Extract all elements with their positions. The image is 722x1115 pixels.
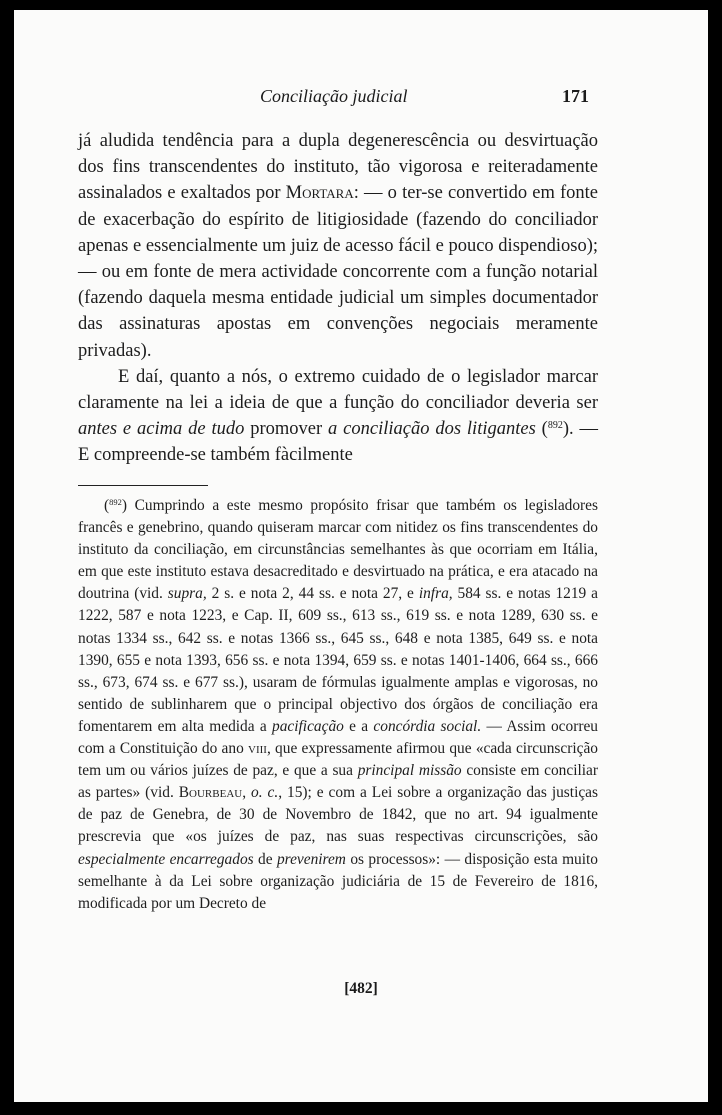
footnote-divider [78, 485, 208, 486]
footnote-892: ($^{892}$) Cumprindo a este mesmo propósito frisar que também os legisladores francês e genebrino, quando quiseram marcar com nitidez os fins transcendentes do instituto da conciliação, em circunstâncias semelhantes às que ocorriam em Itália, em que este instituto estava desacreditado e desvirtuado na prática, e era atacado na doutrina (vid. supra, 2 s. e nota 2, 44 ss. e nota 27, e infra, 584 ss. e notas 1219 a 1222, 587 e nota 1223, e Cap. II, 609 ss., 613 ss., 619 ss. e nota 1289, 630 ss. e notas 1334 ss., 642 ss. e notas 1366 ss., 645 ss., 648 e nota 1385, 649 ss. e nota 1390, 655 e nota 1393, 656 ss. e nota 1394, 659 ss. e notas 1401-1406, 664 ss., 666 ss., 673, 674 ss. e 677 ss.), usaram de fórmulas igualmente amplas e vigorosas, no sentido de sublinharem que o principal objectivo dos órgãos de conciliação era fomentarem em alta medida a pacificação e a concórdia social. — Assim ocorreu com a Constituição do ano viii, que expressamente afirmou que «cada circunscrição tem um ou vários juízes de paz, e que a sua principal missão consiste em conciliar as partes» (vid. Bourbeau, o. c., 15); e com a Lei sobre a organização das justiças de paz de Genebra, de 30 de Novembro de 1842, que no art. 94 igualmente prescrevia que «os juízes de paz, nas suas respectivas circunscrições, são especialmente encarregados de prevenirem os processos»: — disposição esta muito semelhante à da Lei sobre organização judiciária de 15 de Fevereiro de 1816, modificada por um Decreto de [78, 497, 598, 912]
footnote-reference: 892 [547, 420, 563, 432]
page-header [14, 86, 708, 110]
footnote-marker: 892 [109, 497, 122, 507]
running-title: Conciliação judicial [260, 86, 408, 106]
paragraph-1: já aludida tendência para a dupla degenerescência ou desvirtuação dos fins transcendentes do instituto, tão vigorosa e reiteradamente assinalados e exaltados por Mortara: — o ter-se convertido em fonte de exacerbação do espírito de litigiosidade (fazendo do conciliador apenas e essencialmente um juiz de acesso fácil e pouco dispendioso); — ou em fonte de mera actividade concorrente com a função notarial (fazendo daquela mesma entidade judicial um simples documentador das assinaturas apostas em convenções negociais meramente privadas). [78, 131, 599, 361]
emphasis: a conciliação dos litigantes [328, 419, 536, 440]
sheet-number: [482] [344, 980, 378, 997]
book-page [14, 10, 708, 1102]
paragraph-2: E daí, quanto a nós, o extremo cuidado de o legislador marcar claramente na lei a ideia de que a função do conciliador deveria ser antes e acima de tudo promover a conciliação dos litigantes ($^{892}$). — E compreende-se também fàcilmente [78, 366, 599, 466]
author-name: Bourbeau [178, 784, 243, 802]
author-name: Mortara [285, 183, 354, 204]
page-number: 171 [562, 86, 589, 106]
emphasis: antes e acima de tudo [78, 419, 245, 440]
main-text [78, 128, 598, 469]
